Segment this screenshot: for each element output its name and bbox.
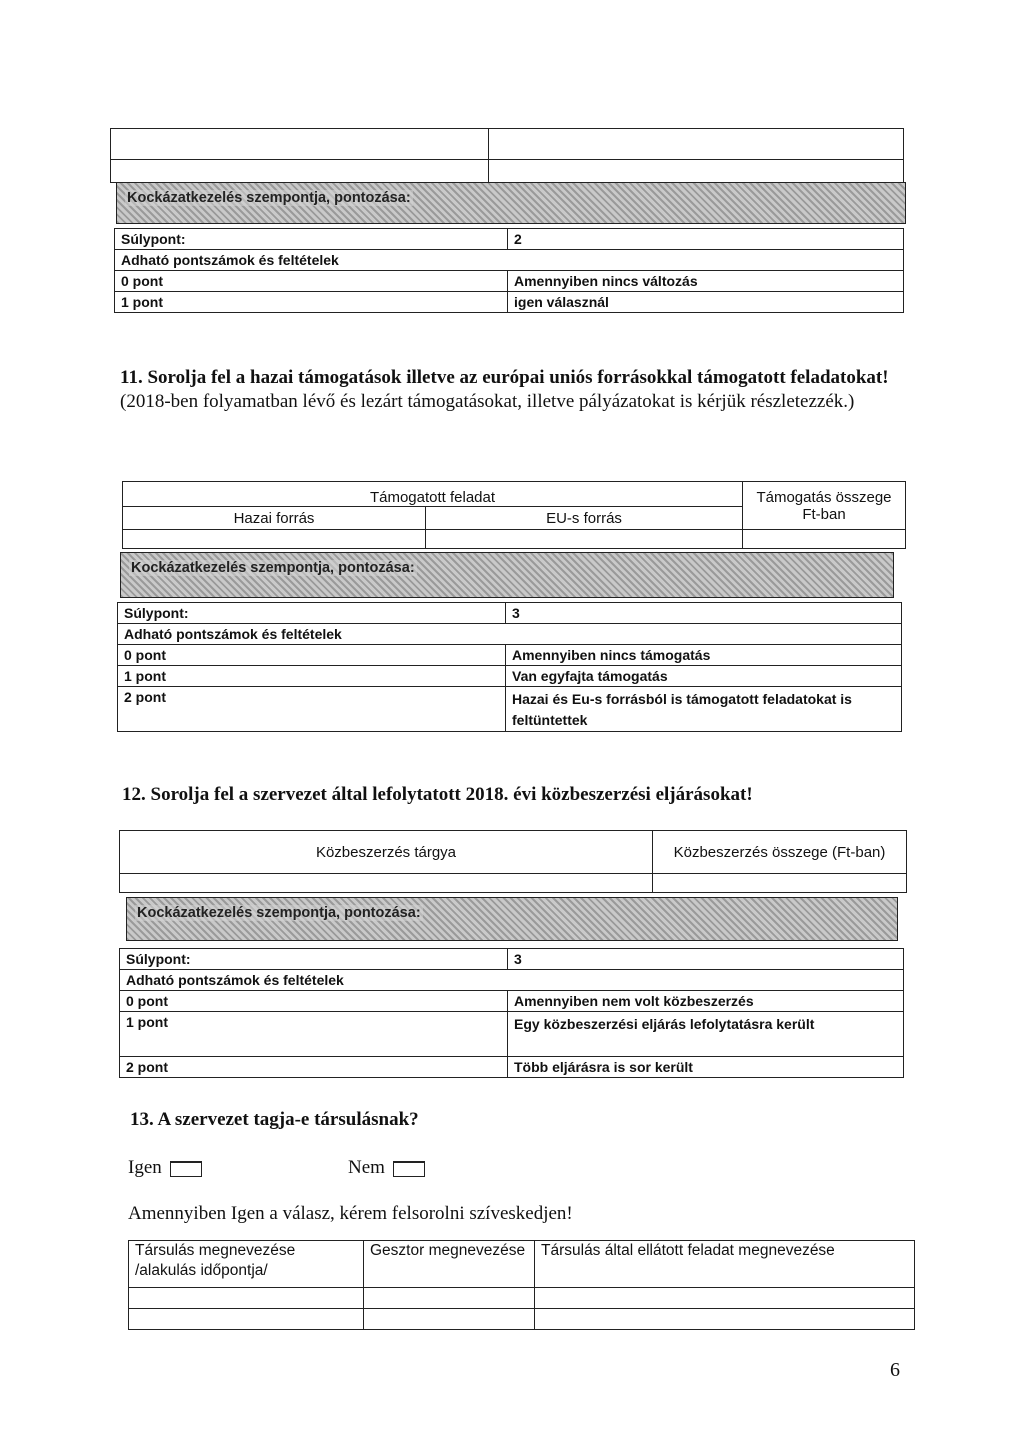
- q11-note: (2018-ben folyamatban lévő és lezárt támogatásokat, illetve pályázatokat is kérjük részletezzék.): [120, 391, 855, 412]
- weight-value: 3: [508, 949, 904, 970]
- risk-band-q11: [120, 552, 894, 598]
- conditions-label: Adható pontszámok és feltételek: [118, 624, 902, 645]
- col-procurement-amount: Közbeszerzés összege (Ft-ban): [653, 831, 907, 874]
- option-no[interactable]: [348, 1156, 425, 1180]
- condition-text: Egy közbeszerzési eljárás lefolytatásra került: [508, 1012, 904, 1057]
- scoring-table-top: [114, 228, 904, 313]
- condition-text: Van egyfajta támogatás: [506, 666, 902, 687]
- q11-support-table: [122, 481, 906, 549]
- q11-title: 11. Sorolja fel a hazai támogatások illetve az európai uniós forrásokkal támogatott feladatokat!: [120, 367, 889, 388]
- points-label: 1 pont: [115, 292, 508, 313]
- points-label: 1 pont: [118, 666, 506, 687]
- option-no-label: Nem: [348, 1157, 385, 1178]
- q12-procurement-table: [119, 830, 907, 893]
- q13-instruction: Amennyiben Igen a válasz, kérem felsorolni szíveskedjen!: [128, 1203, 573, 1224]
- col-eu-source: EU-s forrás: [426, 507, 743, 530]
- col-support-amount: Támogatás összege Ft-ban: [743, 482, 906, 530]
- condition-text: Több eljárásra is sor került: [508, 1057, 904, 1078]
- weight-value: 3: [506, 603, 902, 624]
- condition-text: Amennyiben nincs támogatás: [506, 645, 902, 666]
- points-label: 2 pont: [118, 687, 506, 732]
- q13-association-table: [128, 1240, 915, 1330]
- condition-text: Amennyiben nincs változás: [508, 271, 904, 292]
- col-association-name: Társulás megnevezése /alakulás időpontja/: [129, 1241, 364, 1288]
- conditions-label: Adható pontszámok és feltételek: [115, 250, 904, 271]
- points-label: 0 pont: [115, 271, 508, 292]
- yes-checkbox[interactable]: [170, 1161, 202, 1177]
- condition-text: Amennyiben nem volt közbeszerzés: [508, 991, 904, 1012]
- q12-title: 12. Sorolja fel a szervezet által lefolytatott 2018. évi közbeszerzési eljárásokat!: [122, 784, 753, 805]
- risk-band-title: Kockázatkezelés szempontja, pontozása:: [131, 560, 415, 576]
- col-procurement-subject: Közbeszerzés tárgya: [120, 831, 653, 874]
- risk-band-q12: [126, 897, 898, 941]
- weight-label: Súlypont:: [115, 229, 508, 250]
- weight-value: 2: [508, 229, 904, 250]
- weight-label: Súlypont:: [120, 949, 508, 970]
- option-yes-label: Igen: [128, 1157, 162, 1178]
- points-label: 1 pont: [120, 1012, 508, 1057]
- risk-band-title: Kockázatkezelés szempontja, pontozása:: [127, 190, 411, 206]
- scoring-table-q12: [119, 948, 904, 1078]
- page-number: 6: [890, 1359, 900, 1381]
- option-yes[interactable]: [128, 1156, 202, 1180]
- conditions-label: Adható pontszámok és feltételek: [120, 970, 904, 991]
- top-empty-table: [110, 128, 904, 183]
- col-host-name: Gesztor megnevezése: [364, 1241, 535, 1288]
- points-label: 0 pont: [118, 645, 506, 666]
- scoring-table-q11: [117, 602, 902, 732]
- col-domestic-source: Hazai forrás: [123, 507, 426, 530]
- col-supported-task: Támogatott feladat: [123, 482, 743, 507]
- col-association-task: Társulás által ellátott feladat megnevezése: [535, 1241, 915, 1288]
- risk-band-title: Kockázatkezelés szempontja, pontozása:: [137, 905, 421, 921]
- condition-text: Hazai és Eu-s forrásból is támogatott feladatokat is feltüntettek: [506, 687, 902, 732]
- condition-text: igen válasznál: [508, 292, 904, 313]
- risk-band-top: [116, 182, 906, 224]
- points-label: 0 pont: [120, 991, 508, 1012]
- q13-title: 13. A szervezet tagja-e társulásnak?: [130, 1109, 419, 1130]
- points-label: 2 pont: [120, 1057, 508, 1078]
- no-checkbox[interactable]: [393, 1161, 425, 1177]
- weight-label: Súlypont:: [118, 603, 506, 624]
